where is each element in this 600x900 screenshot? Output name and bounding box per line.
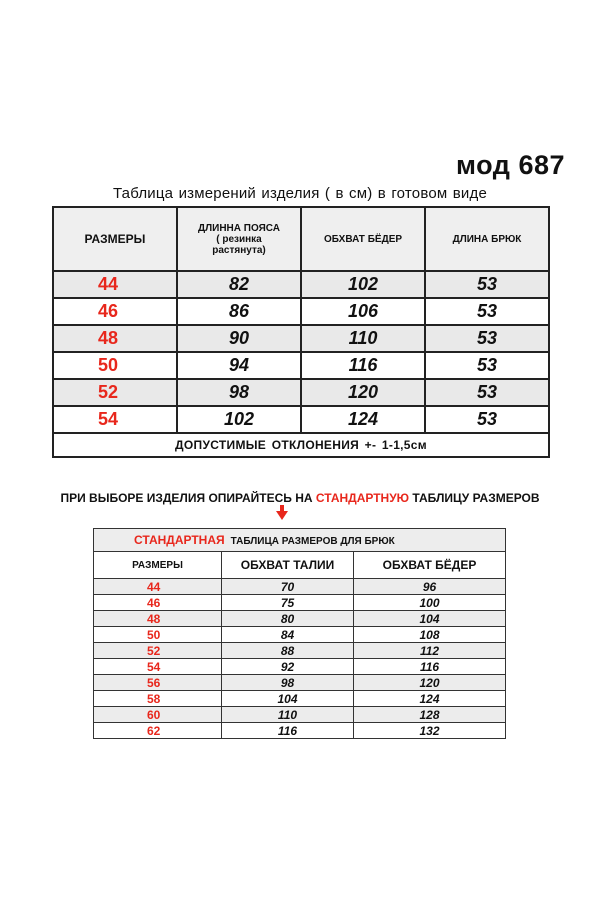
std-waist-cell: 104 (222, 691, 354, 707)
std-hips-cell: 112 (354, 643, 506, 659)
waist-cell: 90 (177, 325, 301, 352)
arrow-down-icon (276, 511, 288, 520)
standard-row (94, 627, 506, 643)
header-hips: ОБХВАТ БЁДЕР (301, 207, 425, 271)
size-cell: 54 (53, 406, 177, 433)
std-size-cell: 44 (94, 579, 222, 595)
size-cell: 52 (53, 379, 177, 406)
std-waist-cell: 70 (222, 579, 354, 595)
hips-cell: 110 (301, 325, 425, 352)
std-header-waist: ОБХВАТ ТАЛИИ (222, 552, 354, 579)
std-hips-cell: 128 (354, 707, 506, 723)
std-waist-cell: 98 (222, 675, 354, 691)
std-hips-cell: 100 (354, 595, 506, 611)
hips-cell: 102 (301, 271, 425, 298)
instruction-part2: ТАБЛИЦУ РАЗМЕРОВ (409, 491, 540, 505)
std-waist-cell: 92 (222, 659, 354, 675)
waist-cell: 98 (177, 379, 301, 406)
std-size-cell: 56 (94, 675, 222, 691)
measurements-table (52, 206, 550, 458)
standard-row (94, 675, 506, 691)
std-hips-cell: 108 (354, 627, 506, 643)
std-size-cell: 58 (94, 691, 222, 707)
standard-row (94, 723, 506, 739)
measurements-row (53, 271, 549, 298)
std-waist-cell: 80 (222, 611, 354, 627)
tolerance-note: ДОПУСТИМЫЕ ОТКЛОНЕНИЯ +- 1-1,5см (53, 433, 549, 457)
length-cell: 53 (425, 406, 549, 433)
standard-title-row (94, 529, 506, 552)
hips-cell: 124 (301, 406, 425, 433)
header-length: ДЛИНА БРЮК (425, 207, 549, 271)
size-cell: 50 (53, 352, 177, 379)
standard-row (94, 643, 506, 659)
standard-size-table (93, 528, 506, 739)
model-number: мод 687 (456, 150, 565, 180)
standard-row (94, 611, 506, 627)
std-header-hips: ОБХВАТ БЁДЕР (354, 552, 506, 579)
std-hips-cell: 104 (354, 611, 506, 627)
tolerance-row (53, 433, 549, 457)
std-size-cell: 52 (94, 643, 222, 659)
length-cell: 53 (425, 271, 549, 298)
standard-row (94, 659, 506, 675)
hips-cell: 120 (301, 379, 425, 406)
std-size-cell: 50 (94, 627, 222, 643)
header-sizes: РАЗМЕРЫ (53, 207, 177, 271)
std-size-cell: 60 (94, 707, 222, 723)
waist-cell: 94 (177, 352, 301, 379)
length-cell: 53 (425, 298, 549, 325)
std-size-cell: 46 (94, 595, 222, 611)
standard-row (94, 691, 506, 707)
std-waist-cell: 110 (222, 707, 354, 723)
size-cell: 44 (53, 271, 177, 298)
std-waist-cell: 84 (222, 627, 354, 643)
waist-cell: 102 (177, 406, 301, 433)
std-waist-cell: 75 (222, 595, 354, 611)
instruction-text (0, 491, 600, 505)
hips-cell: 116 (301, 352, 425, 379)
header-waist-length-text: ДЛИННА ПОЯСА ( резинка растянута) (198, 222, 280, 256)
standard-title-highlight: СТАНДАРТНАЯ (134, 533, 225, 547)
std-size-cell: 48 (94, 611, 222, 627)
waist-cell: 82 (177, 271, 301, 298)
instruction-highlight: СТАНДАРТНУЮ (315, 491, 410, 505)
std-waist-cell: 116 (222, 723, 354, 739)
waist-cell: 86 (177, 298, 301, 325)
std-hips-cell: 132 (354, 723, 506, 739)
std-header-sizes: РАЗМЕРЫ (94, 552, 222, 579)
length-cell: 53 (425, 352, 549, 379)
measurements-row (53, 406, 549, 433)
length-cell: 53 (425, 325, 549, 352)
standard-header-row (94, 552, 506, 579)
std-hips-cell: 116 (354, 659, 506, 675)
std-size-cell: 62 (94, 723, 222, 739)
measurements-row (53, 325, 549, 352)
std-size-cell: 54 (94, 659, 222, 675)
hips-cell: 106 (301, 298, 425, 325)
header-waist-length (177, 207, 301, 271)
measurements-caption: Таблица измерений изделия ( в см) в готовом виде (112, 185, 487, 202)
std-waist-cell: 88 (222, 643, 354, 659)
instruction-part1: ПРИ ВЫБОРЕ ИЗДЕЛИЯ ОПИРАЙТЕСЬ НА (60, 491, 316, 505)
measurements-row (53, 298, 549, 325)
standard-title (94, 529, 506, 552)
std-hips-cell: 96 (354, 579, 506, 595)
std-hips-cell: 120 (354, 675, 506, 691)
measurements-header-row (53, 207, 549, 271)
size-cell: 46 (53, 298, 177, 325)
standard-row (94, 579, 506, 595)
standard-row (94, 595, 506, 611)
measurements-row (53, 379, 549, 406)
length-cell: 53 (425, 379, 549, 406)
size-cell: 48 (53, 325, 177, 352)
standard-title-rest: ТАБЛИЦА РАЗМЕРОВ ДЛЯ БРЮК (230, 536, 395, 547)
measurements-row (53, 352, 549, 379)
standard-row (94, 707, 506, 723)
std-hips-cell: 124 (354, 691, 506, 707)
